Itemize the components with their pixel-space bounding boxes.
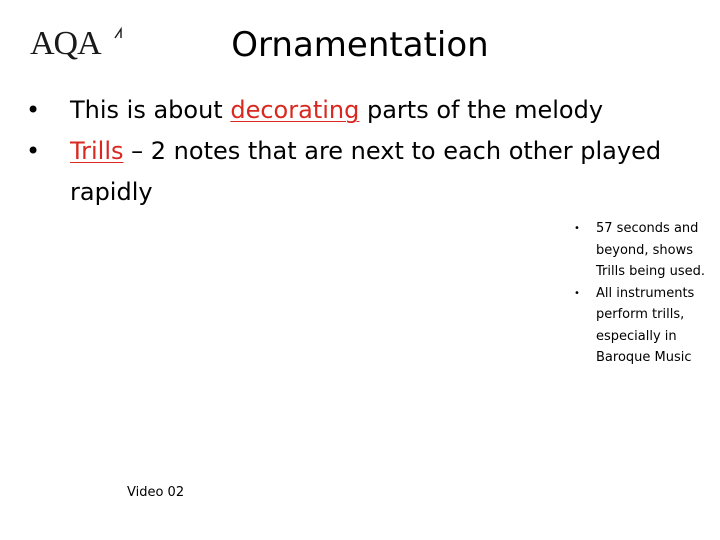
bullet-dot-icon: •: [26, 137, 41, 165]
bullet-text-pre: This is about: [70, 96, 231, 124]
side-notes-list: [570, 218, 720, 369]
side-note-item: [570, 283, 720, 369]
logo-mark-icon: [113, 26, 127, 40]
bullet-dot-icon: •: [26, 96, 41, 124]
main-bullet-list: [26, 90, 686, 213]
bullet-item-decorating: [26, 90, 686, 131]
side-note-text: All instruments perform trills, especially in Baroque Music: [596, 285, 695, 365]
aqa-logo: AQA: [30, 25, 101, 62]
slide-title: Ornamentation: [231, 25, 489, 65]
highlight-trills: Trills: [70, 137, 124, 165]
side-note-item: [570, 218, 720, 283]
bullet-text-post: parts of the melody: [359, 96, 604, 124]
side-note-text: 57 seconds and beyond, shows Trills being used.: [596, 221, 705, 279]
bullet-dot-icon: •: [574, 287, 580, 299]
bullet-dot-icon: •: [574, 223, 580, 234]
bullet-text-post: – 2 notes that are next to each other played rapidly: [70, 137, 662, 206]
highlight-decorating: decorating: [230, 96, 360, 124]
bullet-item-trills: [26, 131, 686, 213]
video-label[interactable]: Video 02: [127, 485, 185, 500]
